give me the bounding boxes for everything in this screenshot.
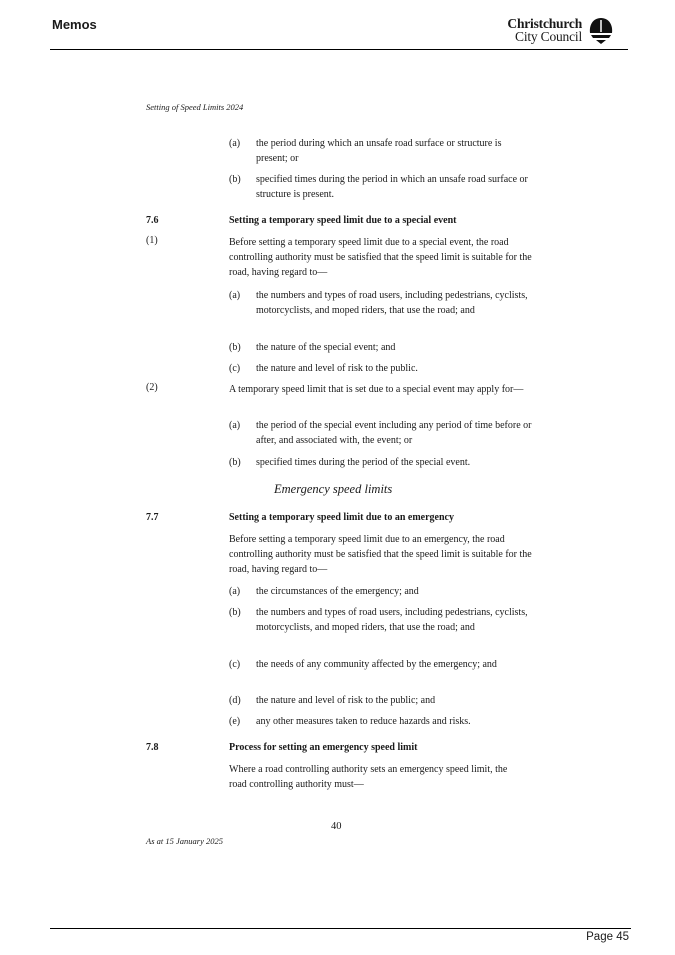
logo-text-line1: Christchurch: [507, 16, 582, 31]
item-text: the nature and level of risk to the public.: [256, 363, 418, 374]
item-text: the numbers and types of road users, including pedestrians, cyclists, motorcyclists, and moped riders, that use the road; and: [256, 290, 528, 316]
item-label: (b): [229, 342, 241, 353]
item-label: (b): [229, 607, 241, 618]
item-text: the nature of the special event; and: [256, 342, 396, 353]
paragraph-text: Before setting a temporary speed limit due to an emergency, the road controlling authority must be satisfied that the speed limit is suitable for the road, having regard to—: [229, 534, 532, 575]
item-text: the nature and level of risk to the public; and: [256, 695, 436, 706]
logo-text-line2: City Council: [515, 29, 582, 44]
council-emblem-icon: [588, 17, 614, 45]
paragraph-number: (1): [146, 235, 158, 246]
item-label: (e): [229, 716, 241, 727]
item-label: (b): [229, 174, 241, 185]
item-text: specified times during the period in which an unsafe road surface or structure is present.: [256, 174, 528, 200]
footer-divider: [50, 928, 631, 929]
item-text: any other measures taken to reduce hazards and risks.: [256, 716, 471, 727]
item-label: (a): [229, 290, 241, 301]
as-at-date: As at 15 January 2025: [146, 836, 223, 846]
section-heading: Setting a temporary speed limit due to a special event: [229, 215, 457, 226]
item-text: the period during which an unsafe road surface or structure is present; or: [256, 138, 502, 164]
running-head: Setting of Speed Limits 2024: [146, 102, 244, 112]
page-label: Page 45: [586, 931, 629, 943]
item-text: the period of the special event including any period of time before or after, and associated with, the event; or: [256, 420, 532, 446]
subheading: Emergency speed limits: [274, 482, 393, 496]
item-label: (a): [229, 586, 241, 597]
section-number: 7.6: [146, 215, 159, 226]
item-label: (a): [229, 420, 241, 431]
paragraph-text: Before setting a temporary speed limit due to a special event, the road controlling authority must be satisfied that the speed limit is suitable for the road, having regard to—: [229, 237, 532, 278]
item-label: (a): [229, 138, 241, 149]
section-number: 7.8: [146, 742, 159, 753]
item-text: the needs of any community affected by the emergency; and: [256, 659, 497, 670]
section-heading: Process for setting an emergency speed limit: [229, 742, 418, 753]
item-text: the numbers and types of road users, including pedestrians, cyclists, motorcyclists, and moped riders, that use the road; and: [256, 607, 528, 633]
item-label: (b): [229, 457, 241, 468]
item-text: specified times during the period of the special event.: [256, 457, 471, 468]
item-label: (c): [229, 659, 241, 670]
paragraph-text: A temporary speed limit that is set due to a special event may apply for—: [229, 384, 524, 395]
item-label: (c): [229, 363, 241, 374]
header-divider: [50, 49, 628, 50]
paragraph-number: (2): [146, 382, 158, 393]
item-label: (d): [229, 695, 241, 706]
document-page-number: 40: [331, 821, 342, 832]
paragraph-text: Where a road controlling authority sets an emergency speed limit, the road controlling authority must—: [229, 764, 508, 790]
header-title: Memos: [52, 17, 97, 32]
section-number: 7.7: [146, 512, 159, 523]
item-text: the circumstances of the emergency; and: [256, 586, 419, 597]
section-heading: Setting a temporary speed limit due to an emergency: [229, 512, 454, 523]
council-logo: [504, 16, 614, 46]
